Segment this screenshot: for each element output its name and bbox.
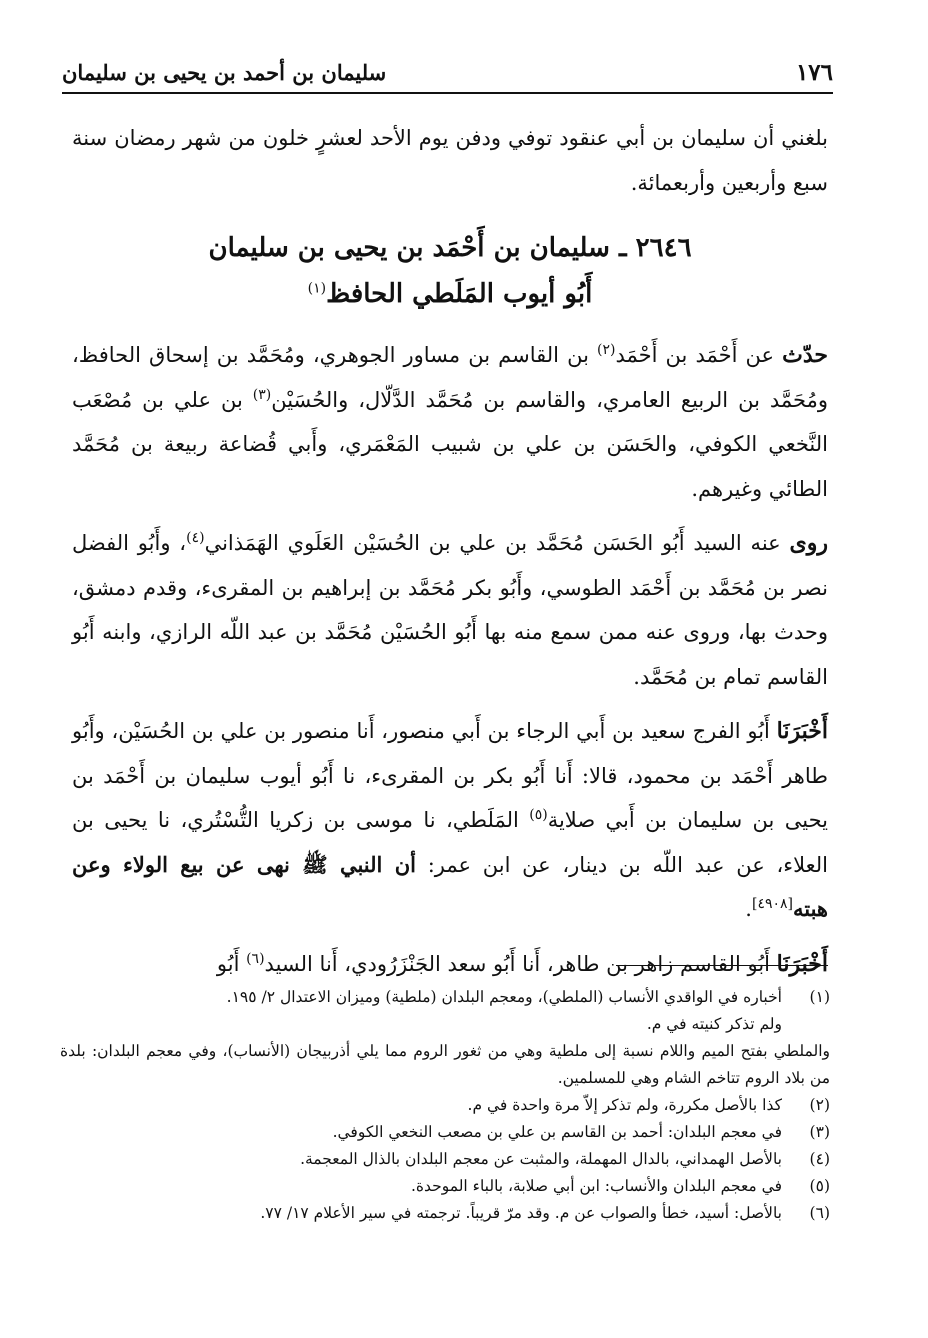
footnote bbox=[60, 1200, 830, 1227]
footnote-marker: (٦) bbox=[246, 950, 265, 967]
footnote-number: (٣) bbox=[809, 1123, 830, 1141]
footnote-text: ولم تذكر كنيته في م. bbox=[646, 1015, 782, 1033]
footnote-number: (٤) bbox=[809, 1150, 830, 1168]
page-number: ١٧٦ bbox=[795, 58, 833, 86]
main-text bbox=[72, 116, 828, 986]
paragraph-lead: روى bbox=[789, 530, 828, 556]
footnote-text: بالأصل الهمداني، بالدال المهملة، والمثبت عن معجم البلدان بالذال المعجمة. bbox=[300, 1150, 782, 1168]
footnote-text: في معجم البلدان: أحمد بن القاسم بن علي بن مصعب النخعي الكوفي. bbox=[332, 1123, 782, 1141]
paragraph-students bbox=[72, 521, 828, 699]
paragraph-text: عن أَحْمَد بن أَحْمَد bbox=[615, 343, 783, 367]
hadith-text: أن النبي ﷺ نهى عن بيع الولاء وعن هبته bbox=[72, 851, 828, 921]
paragraph-text: . bbox=[745, 897, 752, 921]
footnote-text: في معجم البلدان والأنساب: ابن أبي صلابة، بالباء الموحدة. bbox=[410, 1177, 782, 1195]
footnote-marker: (٢) bbox=[597, 342, 616, 358]
paragraph-text: بن القاسم بن مساور الجوهري، ومُحَمَّد بن إسحاق الحافظ، ومُحَمَّد بن الربيع العامري، والقاسم بن مُحَمَّد الدَّلّال، والحُسَيْن bbox=[72, 343, 828, 412]
footnote-text: أخباره في الواقدي الأنساب (الملطي)، ومعجم البلدان (ملطية) وميزان الاعتدال ٢/ ١٩٥. bbox=[226, 988, 782, 1006]
paragraph-text: المَلَطي، نا موسى بن زكريا التُّسْتُري، نا يحيى بن العلاء، عن عبد اللّه بن دينار، عن ابن عمر: bbox=[72, 808, 828, 877]
footnote bbox=[60, 1119, 830, 1146]
entry-heading-line1: ٢٦٤٦ ـ سليمان بن أَحْمَد بن يحيى بن سليمان bbox=[208, 233, 692, 263]
footnote-number: (٥) bbox=[809, 1177, 830, 1195]
footnote bbox=[60, 1173, 830, 1200]
footnote-continuation bbox=[60, 1038, 830, 1092]
footnote-marker: (٥) bbox=[529, 807, 548, 823]
running-header bbox=[62, 52, 833, 94]
footnote-text: بالأصل: أسيد، خطأ والصواب عن م. وقد مرّ قريباً. ترجمته في سير الأعلام ١٧/ ٧٧. bbox=[260, 1204, 782, 1222]
paragraph-lead: أَخْبَرَنَا bbox=[776, 950, 828, 977]
paragraph-hadith bbox=[72, 709, 828, 932]
footnotes bbox=[60, 984, 830, 1227]
footnote-continuation bbox=[60, 1011, 830, 1038]
paragraph-isnad bbox=[72, 942, 828, 987]
paragraph-text: أَبُو الفرج سعيد بن أَبي الرجاء بن أَبي منصور، أَنا منصور بن علي بن الحُسَيْن، وأَبُو طاهر أَحْمَد بن محمود، قالا: أَنا أَبُو بكر بن المقرىء، نا أَبُو أيوب سليمان بن أَحْمَد بن يحيى بن سليمان بن أَبي صلاية bbox=[72, 719, 828, 832]
footnote-number: (١) bbox=[809, 988, 830, 1006]
paragraph-text: ، وأَبُو الفضل نصر بن مُحَمَّد بن أَحْمَد الطوسي، وأَبُو بكر مُحَمَّد بن إبراهيم بن المقرىء، وقدم دمشق، وحدث بها، وروى عنه ممن سمع منه بها أَبُو الحُسَيْن مُحَمَّد بن عبد اللّه الرازي، وابنه أَبُو القاسم تمام بن مُحَمَّد. bbox=[72, 531, 828, 689]
entry-heading-line2 bbox=[72, 271, 828, 317]
paragraph-lead: حدّث bbox=[782, 342, 828, 368]
paragraph-text: عنه السيد أَبُو الحَسَن مُحَمَّد بن علي بن الحُسَيْن العَلَوي الهَمَذاني bbox=[204, 531, 790, 555]
footnote-number: (٢) bbox=[809, 1096, 830, 1114]
footnote bbox=[60, 1092, 830, 1119]
paragraph-text: بن علي بن مُصْعَب النَّخعي الكوفي، والحَسَن بن علي بن شبيب المَعْمَري، وأَبي قُضاعة ربيعة بن مُحَمَّد الطائي وغيرهم. bbox=[72, 387, 828, 501]
paragraph-text: أَبُو القاسم زاهر بن طاهر، أَنا أَبُو سعد الجَنْزَرُودي، أَنا السيد bbox=[264, 951, 777, 976]
hadith-reference: [٤٩٠٨] bbox=[751, 896, 793, 912]
entry-heading-name: أَبُو أيوب المَلَطي الحافظ bbox=[326, 279, 593, 309]
footnote-marker: (١) bbox=[307, 280, 327, 297]
footnote-marker: (٤) bbox=[186, 530, 205, 546]
paragraph-teachers bbox=[72, 333, 828, 511]
entry-heading bbox=[72, 225, 828, 317]
footnote-divider bbox=[616, 965, 828, 966]
intro-paragraph: بلغني أن سليمان بن أبي عنقود توفي ودفن يوم الأحد لعشرٍ خلون من شهر رمضان سنة سبع وأربعين وأربعمائة. bbox=[72, 126, 828, 195]
paragraph-lead: أَخْبَرَنَا bbox=[776, 718, 828, 744]
footnote-number: (٦) bbox=[809, 1204, 830, 1222]
footnote bbox=[60, 984, 830, 1011]
footnote-text: والملطي بفتح الميم واللام نسبة إلى ملطية وهي من ثغور الروم مما يلي أذربيجان (الأنساب)، وفي معجم البلدان: بلدة من بلاد الروم تتاخم الشام وهي للمسلمين. bbox=[60, 1042, 830, 1087]
footnote-marker: (٣) bbox=[252, 386, 272, 403]
footnote bbox=[60, 1146, 830, 1173]
paragraph-text: أَبُو bbox=[216, 951, 247, 976]
running-title: سليمان بن أحمد بن يحيى بن سليمان bbox=[62, 59, 387, 85]
footnote-text: كذا بالأصل مكررة، ولم تذكر إلاّ مرة واحدة في م. bbox=[467, 1096, 782, 1114]
